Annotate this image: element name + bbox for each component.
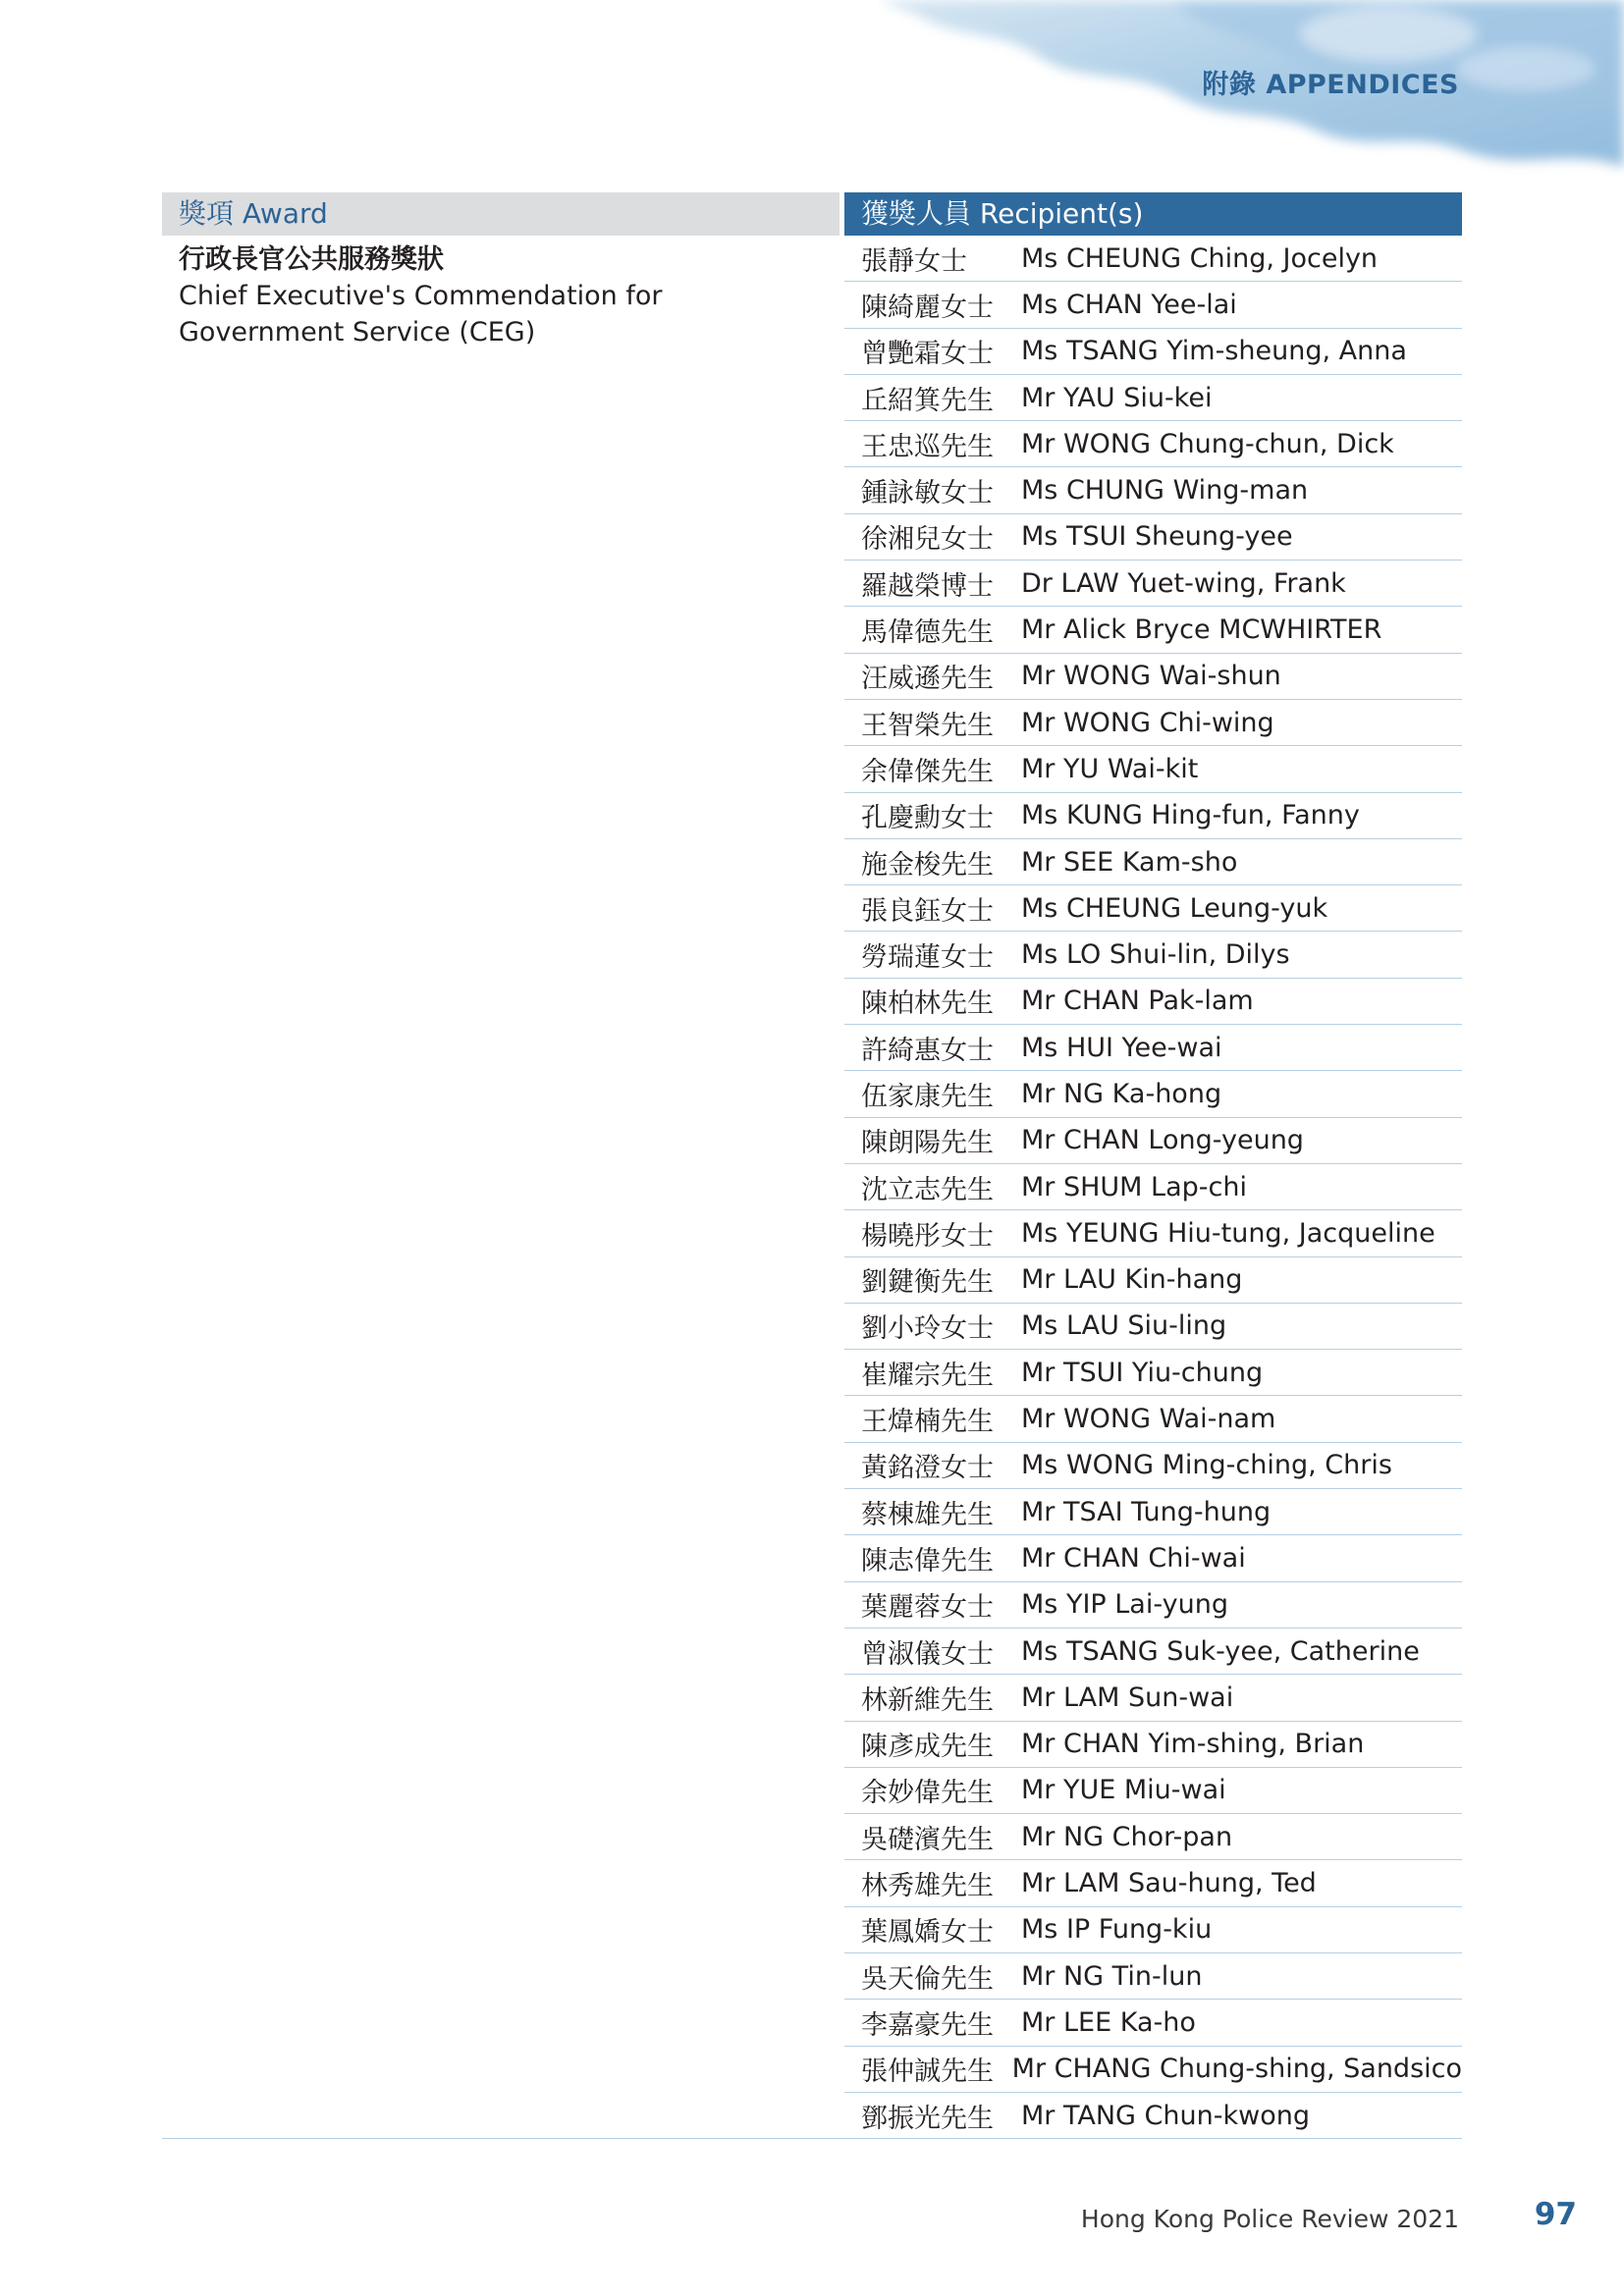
- recipient-name-en: Ms LO Shui-lin, Dilys: [1021, 939, 1290, 971]
- recipient-name-zh: 張靜女士: [861, 245, 967, 277]
- recipient-name-zh: 余偉傑先生: [861, 756, 994, 787]
- table-row: [844, 700, 1462, 746]
- recipient-name-zh: 陳柏林先生: [861, 988, 994, 1020]
- recipient-name-zh: 王忠巡先生: [861, 431, 994, 462]
- recipient-name-en: Mr NG Chor-pan: [1021, 1821, 1233, 1852]
- recipient-name-en: Ms TSANG Yim-sheung, Anna: [1021, 336, 1407, 367]
- recipient-name-en: Mr LAM Sun-wai: [1021, 1682, 1234, 1713]
- recipient-name-zh: 張良鈺女士: [861, 895, 994, 927]
- recipient-name-zh: 曾艷霜女士: [861, 339, 994, 370]
- table-row: [844, 1025, 1462, 1071]
- table-row: [844, 421, 1462, 467]
- recipient-name-zh: 丘紹箕先生: [861, 385, 994, 416]
- recipient-name-zh: 陳彥成先生: [861, 1732, 994, 1763]
- recipient-name-zh: 王智榮先生: [861, 710, 994, 741]
- recipient-name-en: Ms CHEUNG Ching, Jocelyn: [1021, 242, 1379, 274]
- table-row: [844, 329, 1462, 375]
- table-row: [844, 1396, 1462, 1442]
- recipient-name-zh: 曾淑儀女士: [861, 1638, 994, 1670]
- award-name-en-line1: Chief Executive's Commendation for: [179, 281, 663, 311]
- recipient-name-zh: 汪威遜先生: [861, 664, 994, 695]
- recipient-name-en: Mr LAU Kin-hang: [1021, 1264, 1243, 1296]
- recipient-name-zh: 吳天倫先生: [861, 1963, 994, 1995]
- table-row: [844, 1860, 1462, 1906]
- table-row: [844, 1164, 1462, 1210]
- recipient-name-zh: 陳朗陽先生: [861, 1128, 994, 1159]
- recipient-name-en: Ms CHUNG Wing-man: [1021, 475, 1309, 507]
- recipient-name-en: Mr CHAN Yim-shing, Brian: [1021, 1729, 1365, 1760]
- recipient-name-en: Mr TSUI Yiu-chung: [1021, 1357, 1264, 1388]
- table-row: [844, 561, 1462, 607]
- recipient-name-zh: 馬偉德先生: [861, 617, 994, 649]
- recipient-name-en: Mr NG Tin-lun: [1021, 1960, 1203, 1992]
- table-row: [844, 1629, 1462, 1675]
- recipient-name-en: Ms TSANG Suk-yee, Catherine: [1021, 1635, 1420, 1667]
- recipient-name-zh: 伍家康先生: [861, 1081, 994, 1112]
- table-row: [844, 979, 1462, 1025]
- recipient-name-en: Mr LAM Sau-hung, Ted: [1021, 1868, 1317, 1899]
- recipient-name-zh: 徐湘兒女士: [861, 524, 994, 556]
- recipient-name-zh: 林新維先生: [861, 1684, 994, 1716]
- table-row: [844, 746, 1462, 792]
- recipient-name-zh: 林秀雄先生: [861, 1871, 994, 1902]
- recipient-name-en: Ms YIP Lai-yung: [1021, 1589, 1228, 1621]
- recipient-name-zh: 王煒楠先生: [861, 1407, 994, 1438]
- recipient-name-zh: 鍾詠敏女士: [861, 478, 994, 509]
- table-row: [844, 1814, 1462, 1860]
- table-row: [844, 2047, 1462, 2093]
- recipient-name-en: Mr LEE Ka-ho: [1021, 2006, 1196, 2038]
- recipient-name-zh: 楊曉彤女士: [861, 1220, 994, 1252]
- recipient-name-en: Mr YAU Siu-kei: [1021, 382, 1213, 413]
- recipient-name-zh: 葉麗蓉女士: [861, 1592, 994, 1624]
- table-row: [844, 236, 1462, 282]
- table-row: [844, 1489, 1462, 1535]
- recipient-name-en: Mr SEE Kam-sho: [1021, 846, 1238, 878]
- recipient-name-zh: 劉小玲女士: [861, 1313, 994, 1345]
- recipient-name-en: Dr LAW Yuet-wing, Frank: [1021, 567, 1346, 599]
- recipient-name-zh: 葉鳳嬌女士: [861, 1917, 994, 1949]
- recipient-list: [844, 236, 1462, 2139]
- recipient-name-en: Mr YU Wai-kit: [1021, 753, 1199, 784]
- recipient-name-zh: 蔡棟雄先生: [861, 1499, 994, 1530]
- recipient-name-zh: 陳志偉先生: [861, 1545, 994, 1576]
- table-row: [844, 1907, 1462, 1953]
- recipient-name-en: Mr CHAN Long-yeung: [1021, 1125, 1304, 1156]
- recipient-name-en: Mr TANG Chun-kwong: [1021, 2100, 1310, 2131]
- recipient-name-zh: 崔耀宗先生: [861, 1360, 994, 1391]
- table-row: [844, 607, 1462, 653]
- table-row: [844, 932, 1462, 978]
- recipient-name-en: Mr TSAI Tung-hung: [1021, 1496, 1272, 1527]
- table-row: [844, 1210, 1462, 1256]
- table-row: [844, 1535, 1462, 1581]
- recipient-name-en: Mr NG Ka-hong: [1021, 1078, 1222, 1109]
- recipient-name-en: Ms CHEUNG Leung-yuk: [1021, 892, 1328, 924]
- recipient-name-en: Mr WONG Wai-shun: [1021, 661, 1281, 692]
- table-row: [844, 1118, 1462, 1164]
- recipient-name-en: Ms WONG Ming-ching, Chris: [1021, 1450, 1392, 1481]
- recipient-name-en: Mr CHANG Chung-shing, Sandsico: [1011, 2054, 1462, 2085]
- recipient-name-zh: 孔慶勳女士: [861, 803, 994, 834]
- table-row: [844, 885, 1462, 932]
- award-column-header: 獎項 Award: [162, 192, 839, 236]
- table-row: [844, 1304, 1462, 1350]
- table-row: [844, 1953, 1462, 2000]
- recipient-name-zh: 余妙偉先生: [861, 1778, 994, 1809]
- recipient-name-zh: 劉鍵衡先生: [861, 1267, 994, 1299]
- table-row: [844, 839, 1462, 885]
- table-row: [844, 1071, 1462, 1117]
- recipient-name-en: Mr SHUM Lap-chi: [1021, 1171, 1247, 1202]
- recipient-name-en: Ms TSUI Sheung-yee: [1021, 521, 1293, 553]
- recipient-name-en: Mr CHAN Pak-lam: [1021, 986, 1254, 1017]
- table-row: [844, 1443, 1462, 1489]
- recipient-name-en: Mr CHAN Chi-wai: [1021, 1542, 1246, 1574]
- page-number: 97: [1534, 2197, 1577, 2232]
- table-row: [844, 375, 1462, 421]
- table-row: [844, 1768, 1462, 1814]
- recipient-name-zh: 沈立志先生: [861, 1174, 994, 1205]
- award-name-zh: 行政長官公共服務獎狀: [179, 244, 444, 275]
- recipient-name-en: Ms LAU Siu-ling: [1021, 1310, 1227, 1342]
- recipient-name-en: Mr WONG Chung-chun, Dick: [1021, 428, 1394, 459]
- recipient-name-zh: 勞瑞蓮女士: [861, 942, 994, 974]
- table-row: [844, 793, 1462, 839]
- recipient-name-en: Ms YEUNG Hiu-tung, Jacqueline: [1021, 1217, 1435, 1249]
- recipient-name-zh: 羅越榮博士: [861, 570, 994, 602]
- recipient-name-en: Ms KUNG Hing-fun, Fanny: [1021, 800, 1360, 831]
- table-row: [844, 2000, 1462, 2046]
- recipient-name-en: Ms HUI Yee-wai: [1021, 1032, 1222, 1063]
- footer-publication-title: Hong Kong Police Review 2021: [1080, 2205, 1459, 2233]
- recipient-name-zh: 鄧振光先生: [861, 2103, 994, 2134]
- recipient-name-zh: 黃銘澄女士: [861, 1453, 994, 1484]
- table-row: [844, 654, 1462, 700]
- table-bottom-rule: [162, 2138, 1462, 2139]
- recipient-name-zh: 施金梭先生: [861, 849, 994, 881]
- recipient-name-zh: 陳綺麗女士: [861, 292, 994, 323]
- recipient-name-zh: 吳礎濱先生: [861, 1824, 994, 1855]
- recipient-name-en: Mr WONG Wai-nam: [1021, 1404, 1276, 1435]
- recipient-name-en: Mr YUE Miu-wai: [1021, 1775, 1226, 1806]
- recipient-name-zh: 張仲誠先生: [861, 2056, 994, 2088]
- award-name-en-line2: Government Service (CEG): [179, 317, 536, 347]
- recipient-name-en: Ms IP Fung-kiu: [1021, 1914, 1213, 1946]
- recipient-name-zh: 許綺惠女士: [861, 1035, 994, 1066]
- table-row: [844, 467, 1462, 513]
- table-row: [844, 1582, 1462, 1629]
- table-row: [844, 1722, 1462, 1768]
- recipient-name-zh: 李嘉豪先生: [861, 2009, 994, 2041]
- section-header: 附錄 APPENDICES: [1202, 70, 1459, 100]
- table-row: [844, 514, 1462, 561]
- recipient-column-header: 獲獎人員 Recipient(s): [844, 192, 1462, 236]
- recipient-name-en: Mr WONG Chi-wing: [1021, 707, 1274, 738]
- award-name: [179, 241, 807, 350]
- table-row: [844, 1675, 1462, 1721]
- recipient-name-en: Mr Alick Bryce MCWHIRTER: [1021, 614, 1382, 646]
- table-row: [844, 1257, 1462, 1304]
- recipient-name-en: Ms CHAN Yee-lai: [1021, 289, 1237, 320]
- table-row: [844, 1350, 1462, 1396]
- table-row: [844, 2093, 1462, 2139]
- table-row: [844, 282, 1462, 328]
